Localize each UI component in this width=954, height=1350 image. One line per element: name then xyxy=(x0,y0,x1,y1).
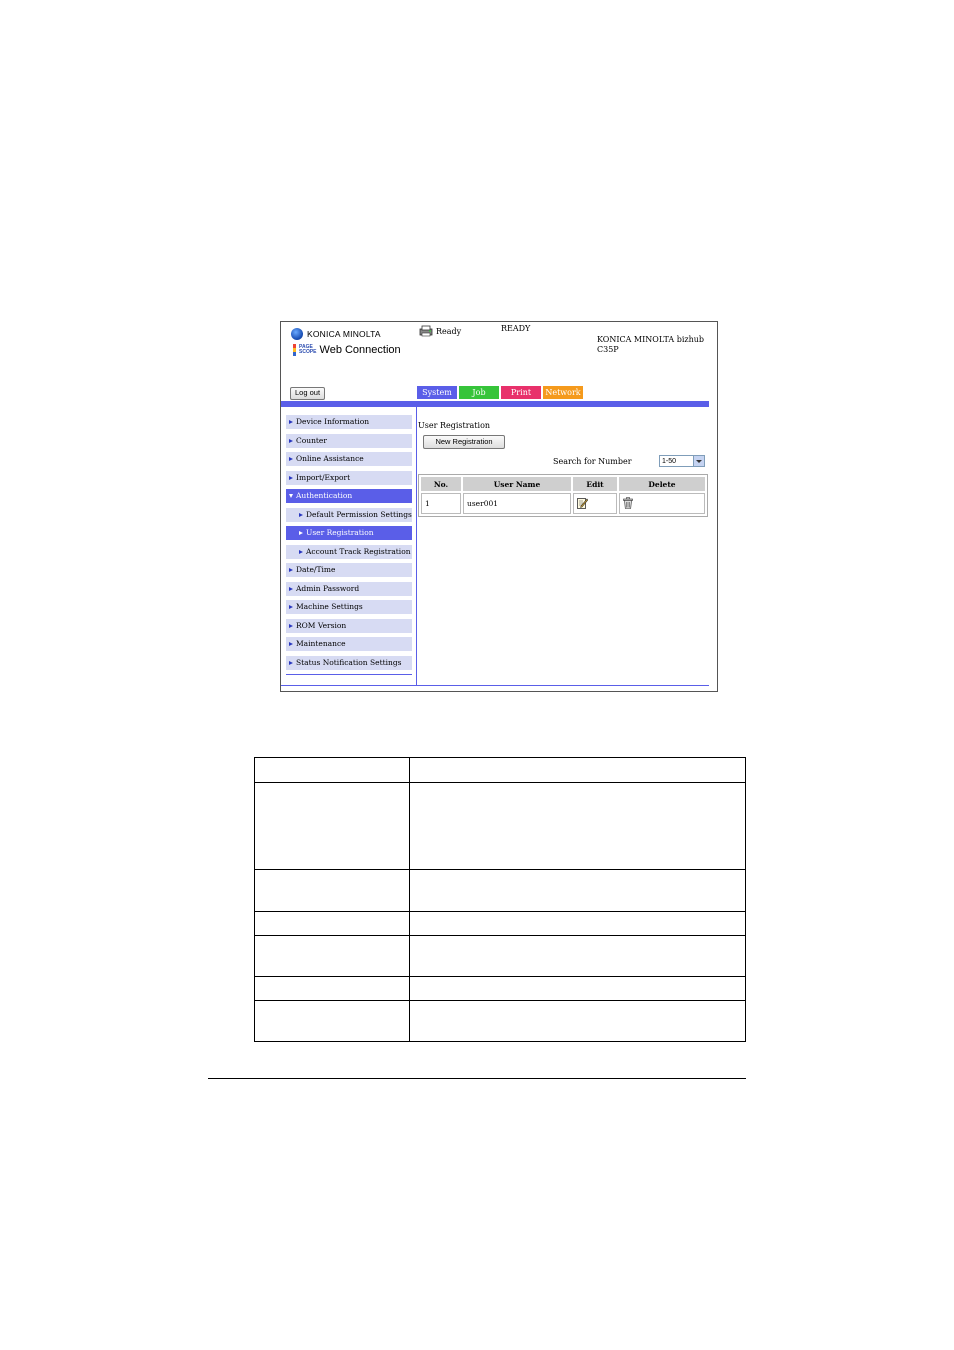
description-table xyxy=(254,757,746,1042)
triangle-right-icon xyxy=(289,624,293,628)
row-number: 1 xyxy=(421,493,461,514)
description-row xyxy=(255,758,746,783)
search-label: Search for Number xyxy=(553,457,632,466)
table-header xyxy=(421,477,705,491)
chevron-down-icon[interactable] xyxy=(693,456,704,466)
pagescope-mark: PAGE SCOPE xyxy=(299,344,317,355)
sidebar-item-maintenance[interactable]: Maintenance xyxy=(286,637,412,651)
triangle-right-icon xyxy=(289,661,293,665)
sidebar-item-user-registration[interactable]: User Registration xyxy=(286,526,412,540)
triangle-right-icon xyxy=(289,568,293,572)
description-row xyxy=(255,977,746,1001)
pagescope-bar-icon xyxy=(293,344,296,356)
web-connection-screenshot xyxy=(280,321,718,692)
description-row xyxy=(255,783,746,870)
content-divider xyxy=(416,407,417,685)
header-divider xyxy=(281,401,709,407)
sidebar-item-device-information[interactable]: Device Information xyxy=(286,415,412,429)
triangle-right-icon xyxy=(289,420,293,424)
search-number-value: 1-50 xyxy=(662,458,677,465)
status-text-big: READY xyxy=(501,324,531,333)
sidebar-item-counter[interactable]: Counter xyxy=(286,434,412,448)
sidebar-item-date-time[interactable]: Date/Time xyxy=(286,563,412,577)
tab-job[interactable]: Job xyxy=(459,386,499,399)
pagescope-logo xyxy=(293,344,401,356)
sidebar-item-admin-password[interactable]: Admin Password xyxy=(286,582,412,596)
logout-button[interactable]: Log out xyxy=(290,387,325,400)
description-row xyxy=(255,936,746,977)
main-tabs xyxy=(417,386,583,399)
konica-minolta-logo xyxy=(291,328,381,340)
product-name: Web Connection xyxy=(319,344,401,356)
row-user-name: user001 xyxy=(463,493,571,514)
triangle-right-icon xyxy=(289,642,293,646)
edit-icon[interactable] xyxy=(577,497,588,509)
triangle-right-icon xyxy=(289,587,293,591)
device-model: KONICA MINOLTA bizhub C35P xyxy=(597,335,705,354)
triangle-right-icon xyxy=(299,531,303,535)
new-registration-button[interactable]: New Registration xyxy=(423,435,505,449)
sidebar-item-rom-version[interactable]: ROM Version xyxy=(286,619,412,633)
sidebar-item-default-permission-settings[interactable]: Default Permission Settings xyxy=(286,508,412,522)
printer-status-icon xyxy=(419,325,433,337)
sidebar-item-machine-settings[interactable]: Machine Settings xyxy=(286,600,412,614)
triangle-right-icon xyxy=(299,513,303,517)
triangle-right-icon xyxy=(289,476,293,480)
trash-icon[interactable] xyxy=(623,497,633,509)
tab-system[interactable]: System xyxy=(417,386,457,399)
description-row xyxy=(255,1001,746,1042)
sidebar-item-import-export[interactable]: Import/Export xyxy=(286,471,412,485)
edit-cell xyxy=(573,493,617,514)
triangle-right-icon xyxy=(299,550,303,554)
column-header-delete: Delete xyxy=(619,477,705,491)
triangle-right-icon xyxy=(289,457,293,461)
triangle-right-icon xyxy=(289,605,293,609)
konica-minolta-globe-icon xyxy=(291,328,303,340)
footer-divider xyxy=(281,685,709,686)
column-header-user-name: User Name xyxy=(463,477,571,491)
table-row xyxy=(421,493,705,514)
description-row xyxy=(255,912,746,936)
sidebar-item-status-notification-settings[interactable]: Status Notification Settings xyxy=(286,656,412,670)
page-title: User Registration xyxy=(418,421,491,430)
delete-cell xyxy=(619,493,705,514)
description-row xyxy=(255,870,746,912)
search-number-select[interactable] xyxy=(659,455,705,467)
brand-name: KONICA MINOLTA xyxy=(307,329,381,339)
tab-network[interactable]: Network xyxy=(543,386,583,399)
column-header-edit: Edit xyxy=(573,477,617,491)
sidebar-item-authentication[interactable]: Authentication xyxy=(286,489,412,503)
triangle-right-icon xyxy=(289,439,293,443)
sidebar-bottom-divider xyxy=(286,674,412,675)
sidebar-item-account-track-registration[interactable]: Account Track Registration xyxy=(286,545,412,559)
sidebar-item-online-assistance[interactable]: Online Assistance xyxy=(286,452,412,466)
status-text-small: Ready xyxy=(436,327,462,336)
page-footer-rule xyxy=(208,1078,746,1079)
column-header-no: No. xyxy=(421,477,461,491)
user-table xyxy=(418,474,708,517)
triangle-down-icon xyxy=(289,494,293,498)
tab-print[interactable]: Print xyxy=(501,386,541,399)
